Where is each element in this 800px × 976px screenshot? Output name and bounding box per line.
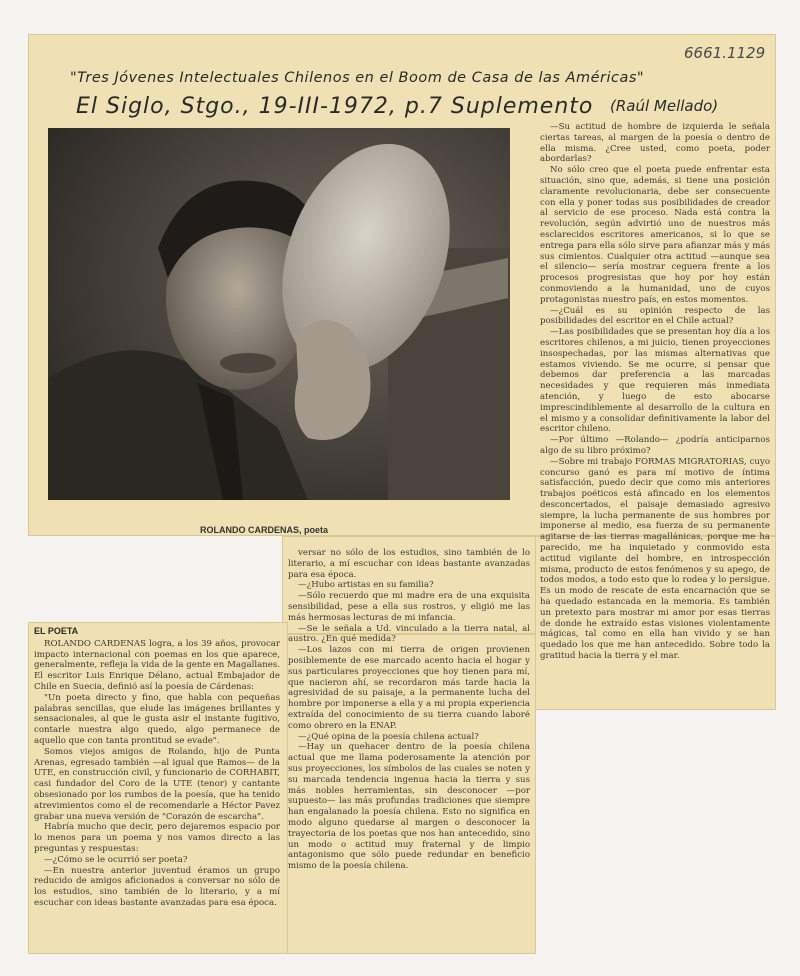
paragraph: No sólo creo que el poeta puede enfrentar esta situación, sino que, además, si tiene una posición claramente revolucionaria, debe ser consecuente con ella y poner todas sus posibilidades de creador al servicio de ese proceso. Nada está contra la revolución, según advirtió uno de nuestros más esclarecidos escritores americanos, si lo que se entrega para ella sólo sirve para afianzar más y más sus cimientos. Cualquier otra actitud —aunque sea el silencio— sería mostrar ceguera frente a los procesos progresistas que hoy por hoy están conmoviendo a la humanidad, uno de cuyos protagonistas nuestro país, en estos momentos. xyxy=(540,165,770,305)
paragraph: —En nuestra anterior juventud éramos un grupo reducido de amigos aficionados a conversar no sólo de los estudios, sino también de lo literario, y a mí escuchar con ideas bastante avanzadas para esa época. xyxy=(34,865,280,908)
paragraph: Somos viejos amigos de Rolando, hijo de Punta Arenas, egresado también —al igual que Ramos— de la UTE, en construcción civil, y funcionario de CORHABIT, casi fundador del Coro de la UTE (tenor) y cantante obsesionado por los rumbos de la poesía, que ha tenido atrevimientos como el de recomendarle a Héctor Pavez grabar una nueva versión de "Corazón de escarcha". xyxy=(34,746,280,822)
handwritten-source: El Siglo, Stgo., 19-III-1972, p.7 Suplemento xyxy=(76,94,594,119)
paragraph: —¿Hubo artistas en su familia? xyxy=(298,580,434,591)
paragraph: "Un poeta directo y fino, que habla con pequeñas palabras sencillas, que elude las imágenes brillantes y sensacionales, al que le gusta asir el instante fugitivo, contarle nuestra algo quedo, algo permanece de aquello que con tanta prontitud se evade". xyxy=(34,692,280,746)
paragraph: —Los lazos con mi tierra de origen provienen posiblemente de ese marcado acento hacia el hogar y sus particulares proyecciones que hoy tienen para mí, que nacieron ahí, se recordaron más tarde hacia la agresividad de su paisaje, a la permanente lucha del hombre por imponerse a ella y a mi propia experiencia extraída del conocimiento de su tierra cuando laboré como obrero en la ENAP. xyxy=(288,645,530,731)
handwritten-title: "Tres Jóvenes Intelectuales Chilenos en el Boom de Casa de las Américas" xyxy=(70,70,645,86)
portrait-photo xyxy=(48,128,510,500)
paragraph: —Sobre mi trabajo FORMAS MIGRATORIAS, cuyo concurso ganó es para mí motivo de íntima satisfacción, puedo decir que como mis anteriores trabajos poéticos está afincado en los elementos desconcertados, el paisaje demasiado agresivo siempre, la lucha permanente de sus hombres por imponerse al medio, esa fuerza de su permanente agitarse de las tierras magallánicas, porque me ha parecido, me ha inquietado y conmovido esta actitud vigilante del hombre, en introspección misma, producto de estos fenómenos y su apego, de todos modos, a todo esto que lo rodea y lo persigue. Es un modo de rescate de esta encarnación que se ha quedado estancada en la memoria. Es también un pretexto para mostrar mi amor por esas tierras de donde he extraído estas visiones violentamente mágicas, tal como en ella han vivido y se han quedado los que me han antecedido. Sobre todo la gratitud hacia la tierra y el mar. xyxy=(540,456,770,662)
paragraph: —¿Cuál es su opinión respecto de las posibilidades del escritor en el Chile actual? xyxy=(540,305,770,327)
paragraph: —Su actitud de hombre de izquierda le señala ciertas tareas, al margen de la poesía o dentro de ella misma. ¿Cree usted, como poeta, poder abordarlas? xyxy=(540,122,770,165)
paragraph: Habría mucho que decir, pero dejaremos espacio por lo menos para un poema y nos vamos directo a las preguntas y respuestas: xyxy=(34,822,280,854)
photo-caption: ROLANDO CARDENAS, poeta xyxy=(200,525,329,535)
paragraph: —Sólo recuerdo que mi madre era de una exquisita sensibilidad, pese a ella sus rostros, y eligió me las más hermosas lecturas de mi infancia. xyxy=(288,591,530,623)
paragraph: ROLANDO CARDENAS logra, a los 39 años, provocar impacto internacional con poemas en los que aparece, generalmente, refleja la vida de la gente en Magallanes. El escritor Luis Enrique Délano, actual Embajador de Chile en Suecia, definió así la poesía de Cárdenas: xyxy=(34,638,280,692)
handwritten-author: (Raúl Mellado) xyxy=(610,97,719,115)
section-heading: EL POETA xyxy=(34,626,79,636)
paragraph: —Las posibilidades que se presentan hoy día a los escritores chilenos, a mi juicio, tienen proyecciones insospechadas, por las mismas alternativas que estamos viviendo. Se me ocurre, si pensar que debemos dar preferencia a las marcadas necesidades y que requieren más inmediata atención, y luego de esto abocarse imprescindiblemente al desarrollo de la cultura en el mismo y a consolidar definitivamente la labor del escritor chileno. xyxy=(540,327,770,435)
article-column-right xyxy=(540,122,770,710)
paragraph: —¿Cómo se le ocurrió ser poeta? xyxy=(44,854,188,865)
article-column-left xyxy=(34,626,280,948)
reference-code: 6661.1129 xyxy=(684,44,766,62)
paragraph: —Se le señala a Ud. vinculado a la tierra natal, al austro. ¿En qué medida? xyxy=(288,623,530,645)
article-column-middle xyxy=(288,548,530,950)
paragraph: versar no sólo de los estudios, sino también de lo literario, a mí escuchar con ideas bastante avanzadas para esa época. xyxy=(288,548,530,580)
paragraph: —¿Qué opina de la poesía chilena actual? xyxy=(298,731,479,742)
paragraph: —Hay un quehacer dentro de la poesía chilena actual que me llama poderosamente la atención por sus proyecciones, los símbolos de las cuales se noten y su marcada tendencia ingenua hacia la tierra y sus más nobles herramientas, sin desconocer —por supuesto— las más profundas tradiciones que siempre han engalanado la poesía chilena. Esto no significa en modo alguno quedarse al margen o desconocer la trayectoria de los poetas que nos han antecedido, sino un modo o actitud muy fraternal y de limpio antagonismo que sólo puede redundar en beneficio mismo de la poesía chilena. xyxy=(288,742,530,872)
paragraph: —Por último —Rolando— ¿podría anticiparnos algo de su libro próximo? xyxy=(540,435,770,456)
